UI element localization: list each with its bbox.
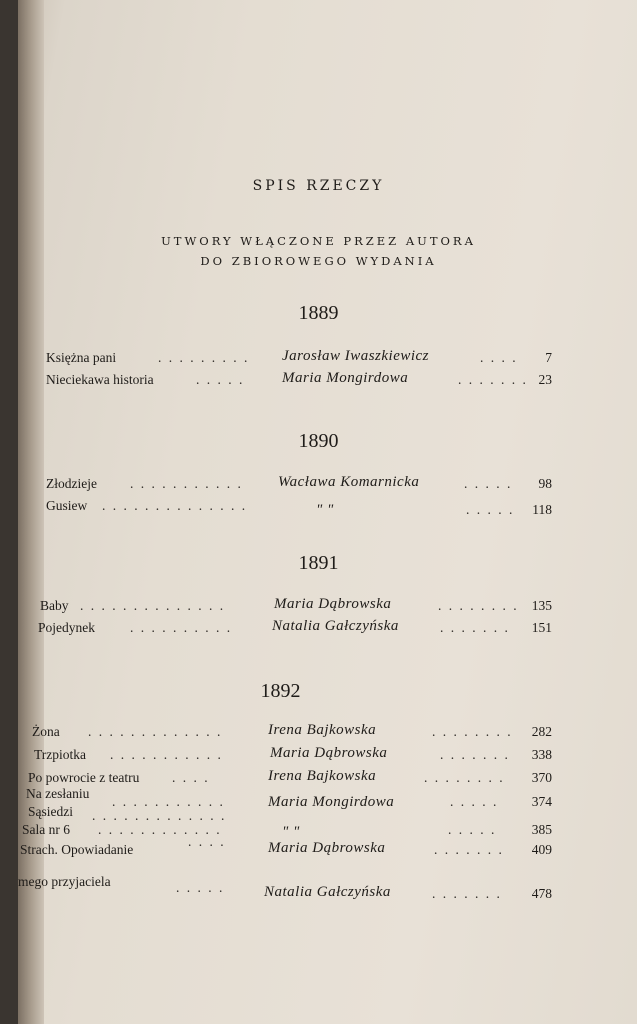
section-year: 1891 [298, 552, 339, 574]
leader-dots: . . . . . . . [440, 747, 510, 762]
entry-title: Trzpiotka [34, 747, 87, 762]
toc-entry[interactable] [38, 620, 552, 640]
leader-dots: . . . . . . . . [424, 770, 505, 785]
leader-dots: . . . . [188, 834, 226, 849]
leader-dots: . . . . . . . [458, 372, 528, 387]
toc-entry[interactable] [32, 724, 552, 744]
entry-title: Sala nr 6 [22, 822, 70, 837]
toc-entry[interactable] [46, 476, 552, 496]
toc-subheading-line2: DO ZBIOROWEGO WYDANIA [200, 254, 437, 268]
leader-dots: . . . . . . . . [432, 724, 513, 739]
page-gutter [18, 0, 44, 1024]
leader-dots: . . . . . [464, 476, 513, 491]
leader-dots: . . . . . . . . . . . [110, 747, 223, 762]
entry-page: 98 [538, 476, 552, 491]
leader-dots: . . . . . . . [440, 620, 510, 635]
leader-dots: . . . . . . . . . . . . . . [80, 598, 226, 613]
toc-entry[interactable] [26, 786, 552, 810]
leader-dots: . . . . . . . . . . . . . [92, 808, 227, 823]
leader-dots: . . . . . [176, 880, 225, 895]
leader-dots: . . . . . . . [434, 842, 504, 857]
entry-title: Złodzieje [46, 476, 97, 491]
leader-dots: . . . . . . . . . [158, 350, 250, 365]
entry-page: 282 [531, 724, 552, 739]
leader-dots: . . . . . . . . . . . [130, 476, 243, 491]
leader-dots: . . . . . [450, 794, 499, 809]
toc-entry[interactable] [18, 874, 552, 906]
entry-page: 409 [531, 842, 552, 857]
entry-title: Gusiew [46, 498, 88, 513]
section-year: 1890 [298, 430, 339, 452]
section-year: 1889 [298, 302, 339, 324]
entry-page: 385 [531, 822, 552, 837]
entry-title: Strach. Opowiadanie [20, 842, 134, 857]
entry-title: Księżna pani [46, 350, 117, 365]
entry-page: 370 [531, 770, 552, 785]
entry-author: Irena Bajkowska [268, 768, 377, 784]
entry-title: Na zesłaniu [26, 786, 90, 801]
toc-entry[interactable] [34, 747, 552, 767]
entry-author: Irena Bajkowska [268, 722, 377, 738]
entry-author: " " [282, 824, 300, 840]
leader-dots: . . . . [480, 350, 518, 365]
toc-heading: SPIS RZECZY [252, 178, 385, 194]
entry-page: 374 [531, 794, 552, 809]
entry-page: 338 [531, 747, 552, 762]
entry-page: 118 [532, 502, 552, 517]
toc-entry[interactable] [28, 804, 552, 824]
toc-entry[interactable] [20, 834, 552, 862]
toc-entry[interactable] [46, 372, 552, 392]
entry-title: Nieciekawa historia [46, 372, 154, 387]
entry-title: Sąsiedzi [28, 804, 73, 819]
entry-title: Po powrocie z teatru [28, 770, 140, 785]
leader-dots: . . . . . . . . . . [130, 620, 233, 635]
leader-dots: . . . . . . . . . . . [112, 794, 225, 809]
entry-author: " " [316, 502, 334, 518]
leader-dots: . . . . . . . . . . . . . . [102, 498, 248, 513]
entry-author: Jarosław Iwaszkiewicz [282, 348, 430, 364]
entry-author: Maria Mongirdowa [282, 370, 409, 386]
entry-page: 7 [545, 350, 552, 365]
entry-title: Żona [32, 724, 60, 739]
leader-dots: . . . . . . . [432, 886, 502, 901]
toc-entry[interactable] [22, 822, 552, 842]
entry-author: Maria Dąbrowska [268, 840, 386, 856]
entry-author: Wacława Komarnicka [278, 474, 420, 490]
entry-author: Maria Dąbrowska [270, 745, 388, 761]
leader-dots: . . . . . . . . . . . . . [88, 724, 223, 739]
entry-title: Baby [40, 598, 69, 613]
entry-author: Maria Mongirdowa [268, 794, 395, 810]
leader-dots: . . . . [172, 770, 210, 785]
leader-dots: . . . . . [196, 372, 245, 387]
entry-author: Natalia Gałczyńska [264, 884, 391, 900]
entry-page: 135 [531, 598, 552, 613]
toc-entry[interactable] [46, 350, 552, 370]
leader-dots: . . . . . . . . [438, 598, 519, 613]
entry-author: Maria Dąbrowska [274, 596, 392, 612]
toc-entry[interactable] [40, 598, 552, 618]
leader-dots: . . . . . [448, 822, 497, 837]
entry-page: 151 [531, 620, 552, 635]
section-year: 1892 [260, 680, 301, 702]
leader-dots: . . . . . [466, 502, 515, 517]
toc-entry[interactable] [46, 498, 552, 518]
entry-title: mego przyjaciela [18, 874, 111, 889]
toc-subheading-line1: UTWORY WŁĄCZONE PRZEZ AUTORA [161, 234, 476, 248]
entry-page: 23 [538, 372, 552, 387]
leader-dots: . . . . . . . . . . . . [98, 822, 222, 837]
entry-page: 478 [531, 886, 552, 901]
entry-title: Pojedynek [38, 620, 95, 635]
entry-author: Natalia Gałczyńska [272, 618, 399, 634]
